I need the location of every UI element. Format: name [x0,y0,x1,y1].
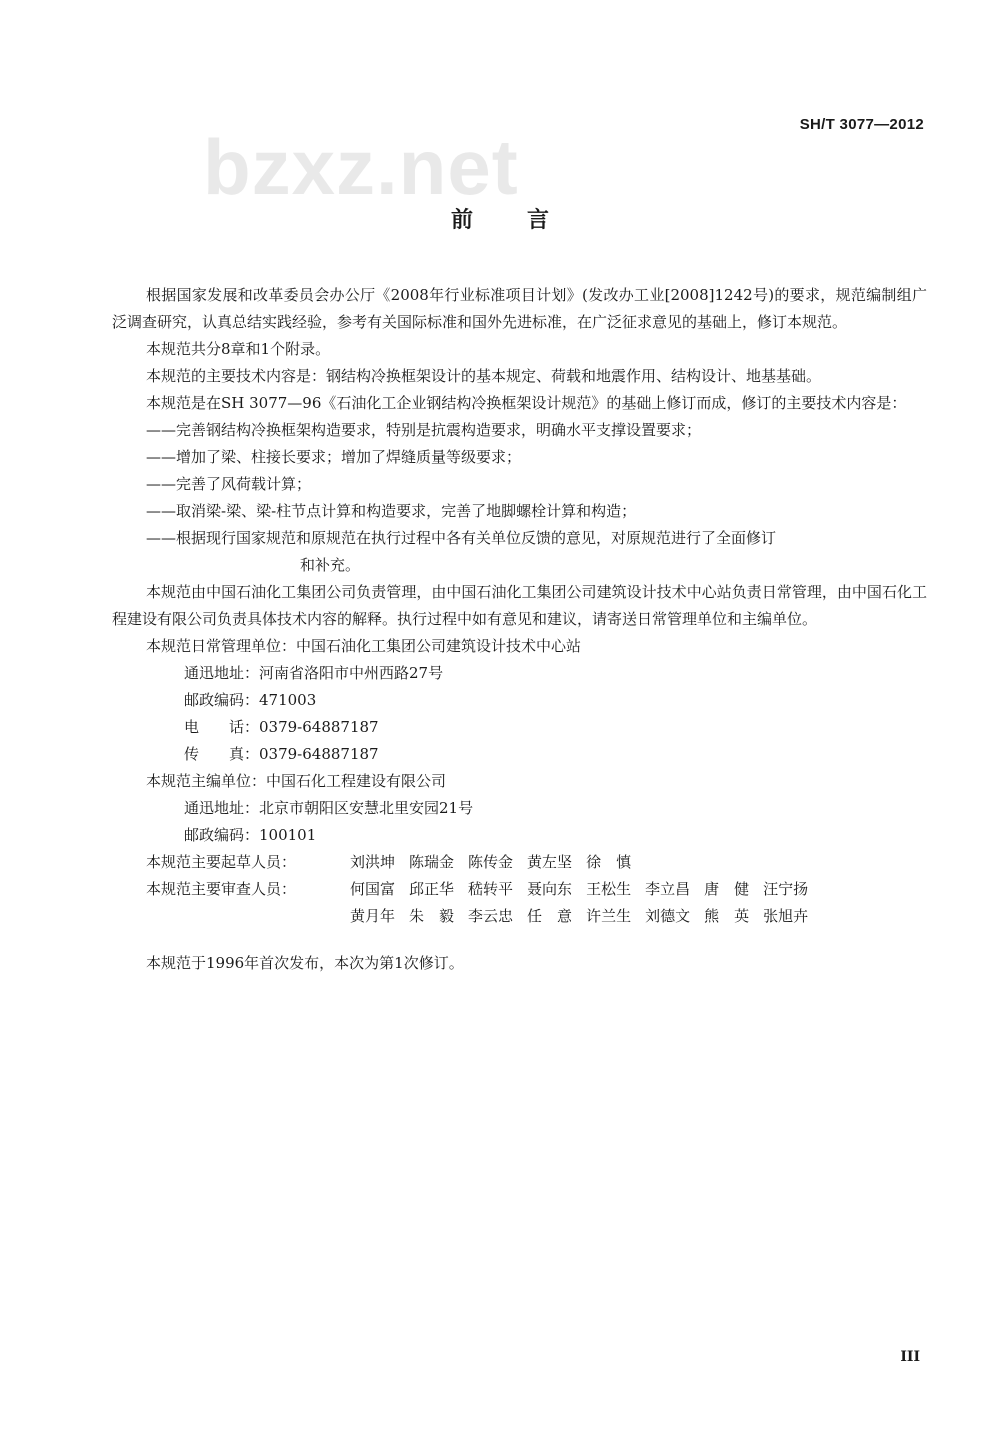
drafter-name: 徐 慎 [586,853,632,871]
reviewers-indent [112,903,350,930]
reviewer-name: 唐 健 [704,880,750,898]
reviewer-name: 刘德文 [645,907,691,925]
drafters-row [112,849,927,876]
watermark: bzxz.net [203,123,519,211]
revision-item: ——增加了梁、柱接长要求；增加了焊缝质量等级要求； [146,448,522,466]
reviewer-name: 李立昌 [645,880,691,898]
management-phone: 电 话：0379-64887187 [184,718,379,736]
revision-item: ——完善钢结构冷换框架构造要求，特别是抗震构造要求，明确水平支撑设置要求； [146,421,702,439]
page-number: III [900,1349,920,1365]
reviewer-name: 聂向东 [527,880,573,898]
reviewer-name: 任 意 [527,907,573,925]
reviewer-name: 嵇转平 [468,880,514,898]
reviewer-name: 汪宁扬 [763,880,809,898]
reviewer-name: 许兰生 [586,907,632,925]
chief-address: 通迅地址：北京市朝阳区安慧北里安园21号 [184,799,474,817]
drafter-name: 刘洪坤 [350,853,396,871]
paragraph-management: 本规范由中国石油化工集团公司负责管理，由中国石油化工集团公司建筑设计技术中心站负责日常管理，由中国石化工程建设有限公司负责具体技术内容的解释。执行过程中如有意见和建议，请寄送日常管理单位和主编单位。 [112,583,927,628]
title-char-2: 言 [527,208,550,233]
drafter-name: 黄左坚 [527,853,573,871]
reviewer-name: 黄月年 [350,907,396,925]
paragraph-origin: 根据国家发展和改革委员会办公厅《2008年行业标准项目计划》(发改办工业[2008]1242号)的要求，规范编制组广泛调查研究，认真总结实践经验，参考有关国际标准和国外先进标准，在广泛征求意见的基础上，修订本规范。 [112,286,927,331]
management-fax: 传 真：0379-64887187 [184,745,379,763]
reviewer-name: 李云忠 [468,907,514,925]
reviewer-name: 何国富 [350,880,396,898]
reviewer-name: 邱正华 [409,880,455,898]
reviewers-row-1 [112,876,927,903]
reviewer-name: 张旭卉 [763,907,809,925]
release-note: 本规范于1996年首次发布，本次为第1次修订。 [146,954,464,972]
reviewer-name: 熊 英 [704,907,750,925]
drafters-names [350,849,645,876]
page-title [0,203,1000,234]
standard-code: SH/T 3077—2012 [799,116,924,133]
drafter-name: 陈瑞金 [409,853,455,871]
reviewers-names-1 [350,876,822,903]
reviewer-name: 朱 毅 [409,907,455,925]
revision-item: ——根据现行国家规范和原规范在执行过程中各有关单位反馈的意见，对原规范进行了全面修订 [146,529,777,547]
revision-item-continuation: 和补充。 [300,556,361,574]
paragraph-revision: 本规范是在SH 3077—96《石油化工企业钢结构冷换框架设计规范》的基础上修订而成，修订的主要技术内容是： [146,394,907,412]
revision-item: ——取消梁-梁、梁-柱节点计算和构造要求，完善了地脚螺栓计算和构造； [146,502,637,520]
reviewers-names-2 [350,903,822,930]
management-address: 通迅地址：河南省洛阳市中州西路27号 [184,664,444,682]
reviewers-label: 本规范主要审查人员： [146,880,297,898]
chief-unit: 本规范主编单位：中国石化工程建设有限公司 [146,772,447,790]
revision-item: ——完善了风荷载计算； [146,475,312,493]
paragraph-structure: 本规范共分8章和1个附录。 [146,340,331,358]
management-postcode: 邮政编码：471003 [184,691,317,709]
management-unit: 本规范日常管理单位：中国石油化工集团公司建筑设计技术中心站 [146,637,582,655]
drafters-label: 本规范主要起草人员： [146,853,297,871]
paragraph-main-content: 本规范的主要技术内容是：钢结构冷换框架设计的基本规定、荷载和地震作用、结构设计、地基基础。 [146,367,822,385]
title-char-1: 前 [450,208,473,233]
reviewers-row-2 [112,903,927,930]
drafter-name: 陈传金 [468,853,514,871]
preface-body [112,282,927,977]
chief-postcode: 邮政编码：100101 [184,826,317,844]
reviewer-name: 王松生 [586,880,632,898]
